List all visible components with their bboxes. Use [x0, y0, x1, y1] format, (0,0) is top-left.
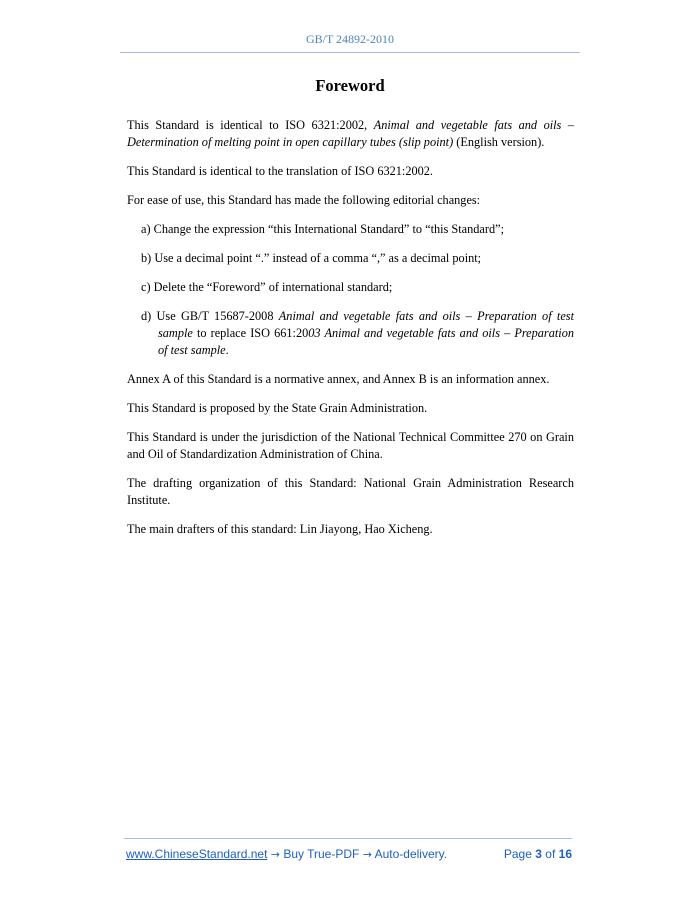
paragraph-identical-iso-text: This Standard is identical to ISO 6321:2002, [127, 118, 374, 132]
paragraph-annex: Annex A of this Standard is a normative annex, and Annex B is an information annex. [127, 372, 550, 386]
page-label: Page [503, 847, 532, 861]
foreword-body [127, 117, 574, 550]
paragraph-drafting-org: The drafting organization of this Standard: National Grain Administration Research Institute. [127, 476, 574, 507]
right-arrow-icon: → [362, 848, 372, 861]
paragraph-identical-iso [127, 117, 574, 151]
header-standard-code: GB/T 24892-2010 [305, 32, 395, 46]
list-item-d-iso-title: 03 Animal and vegetable fats and oils – Preparation of test sample [158, 326, 574, 357]
paragraph-proposed-by: This Standard is proposed by the State Grain Administration. [127, 401, 428, 415]
paragraph-translation: This Standard is identical to the translation of ISO 6321:2002. [127, 164, 434, 178]
site-link[interactable]: www.ChineseStandard.net [126, 847, 268, 861]
footer-divider [124, 838, 572, 839]
list-item-d-replace: to replace ISO 661:20 [192, 326, 309, 340]
auto-delivery-text: Auto-delivery. [374, 847, 448, 861]
footer-promo [126, 847, 447, 861]
iso-title-italic: Animal and vegetable fats and oils – Determination of melting point in open capillary tubes (slip point) [127, 118, 574, 149]
buy-pdf-text: Buy True-PDF [283, 847, 360, 861]
list-item-a: a) Change the expression “this International Standard” to “this Standard”; [141, 222, 504, 236]
list-item-d-end: . [225, 343, 229, 357]
list-item-d [127, 308, 574, 359]
page-of: of [545, 847, 556, 861]
paragraph-editorial-intro: For ease of use, this Standard has made the following editorial changes: [127, 193, 481, 207]
list-item-b: b) Use a decimal point “.” instead of a comma “,” as a decimal point; [141, 251, 482, 265]
paragraph-identical-iso-suffix: (English version). [453, 135, 545, 149]
page-indicator [504, 847, 572, 861]
header-divider [120, 52, 580, 53]
paragraph-jurisdiction: This Standard is under the jurisdiction of the National Technical Committee 270 on Grain and Oil of Standardization Administration of China. [127, 430, 574, 461]
page-current: 3 [535, 847, 542, 861]
paragraph-drafters: The main drafters of this standard: Lin Jiayong, Hao Xicheng. [127, 522, 433, 536]
page-title: Foreword [315, 76, 385, 95]
page-total: 16 [558, 847, 572, 861]
list-item-d-text: d) Use GB/T 15687-2008 [141, 309, 279, 323]
right-arrow-icon: → [270, 848, 280, 861]
list-item-d-gbt-title: Animal and vegetable fats and oils – Preparation of test sample [158, 309, 574, 340]
list-item-c: c) Delete the “Foreword” of international standard; [141, 280, 393, 294]
